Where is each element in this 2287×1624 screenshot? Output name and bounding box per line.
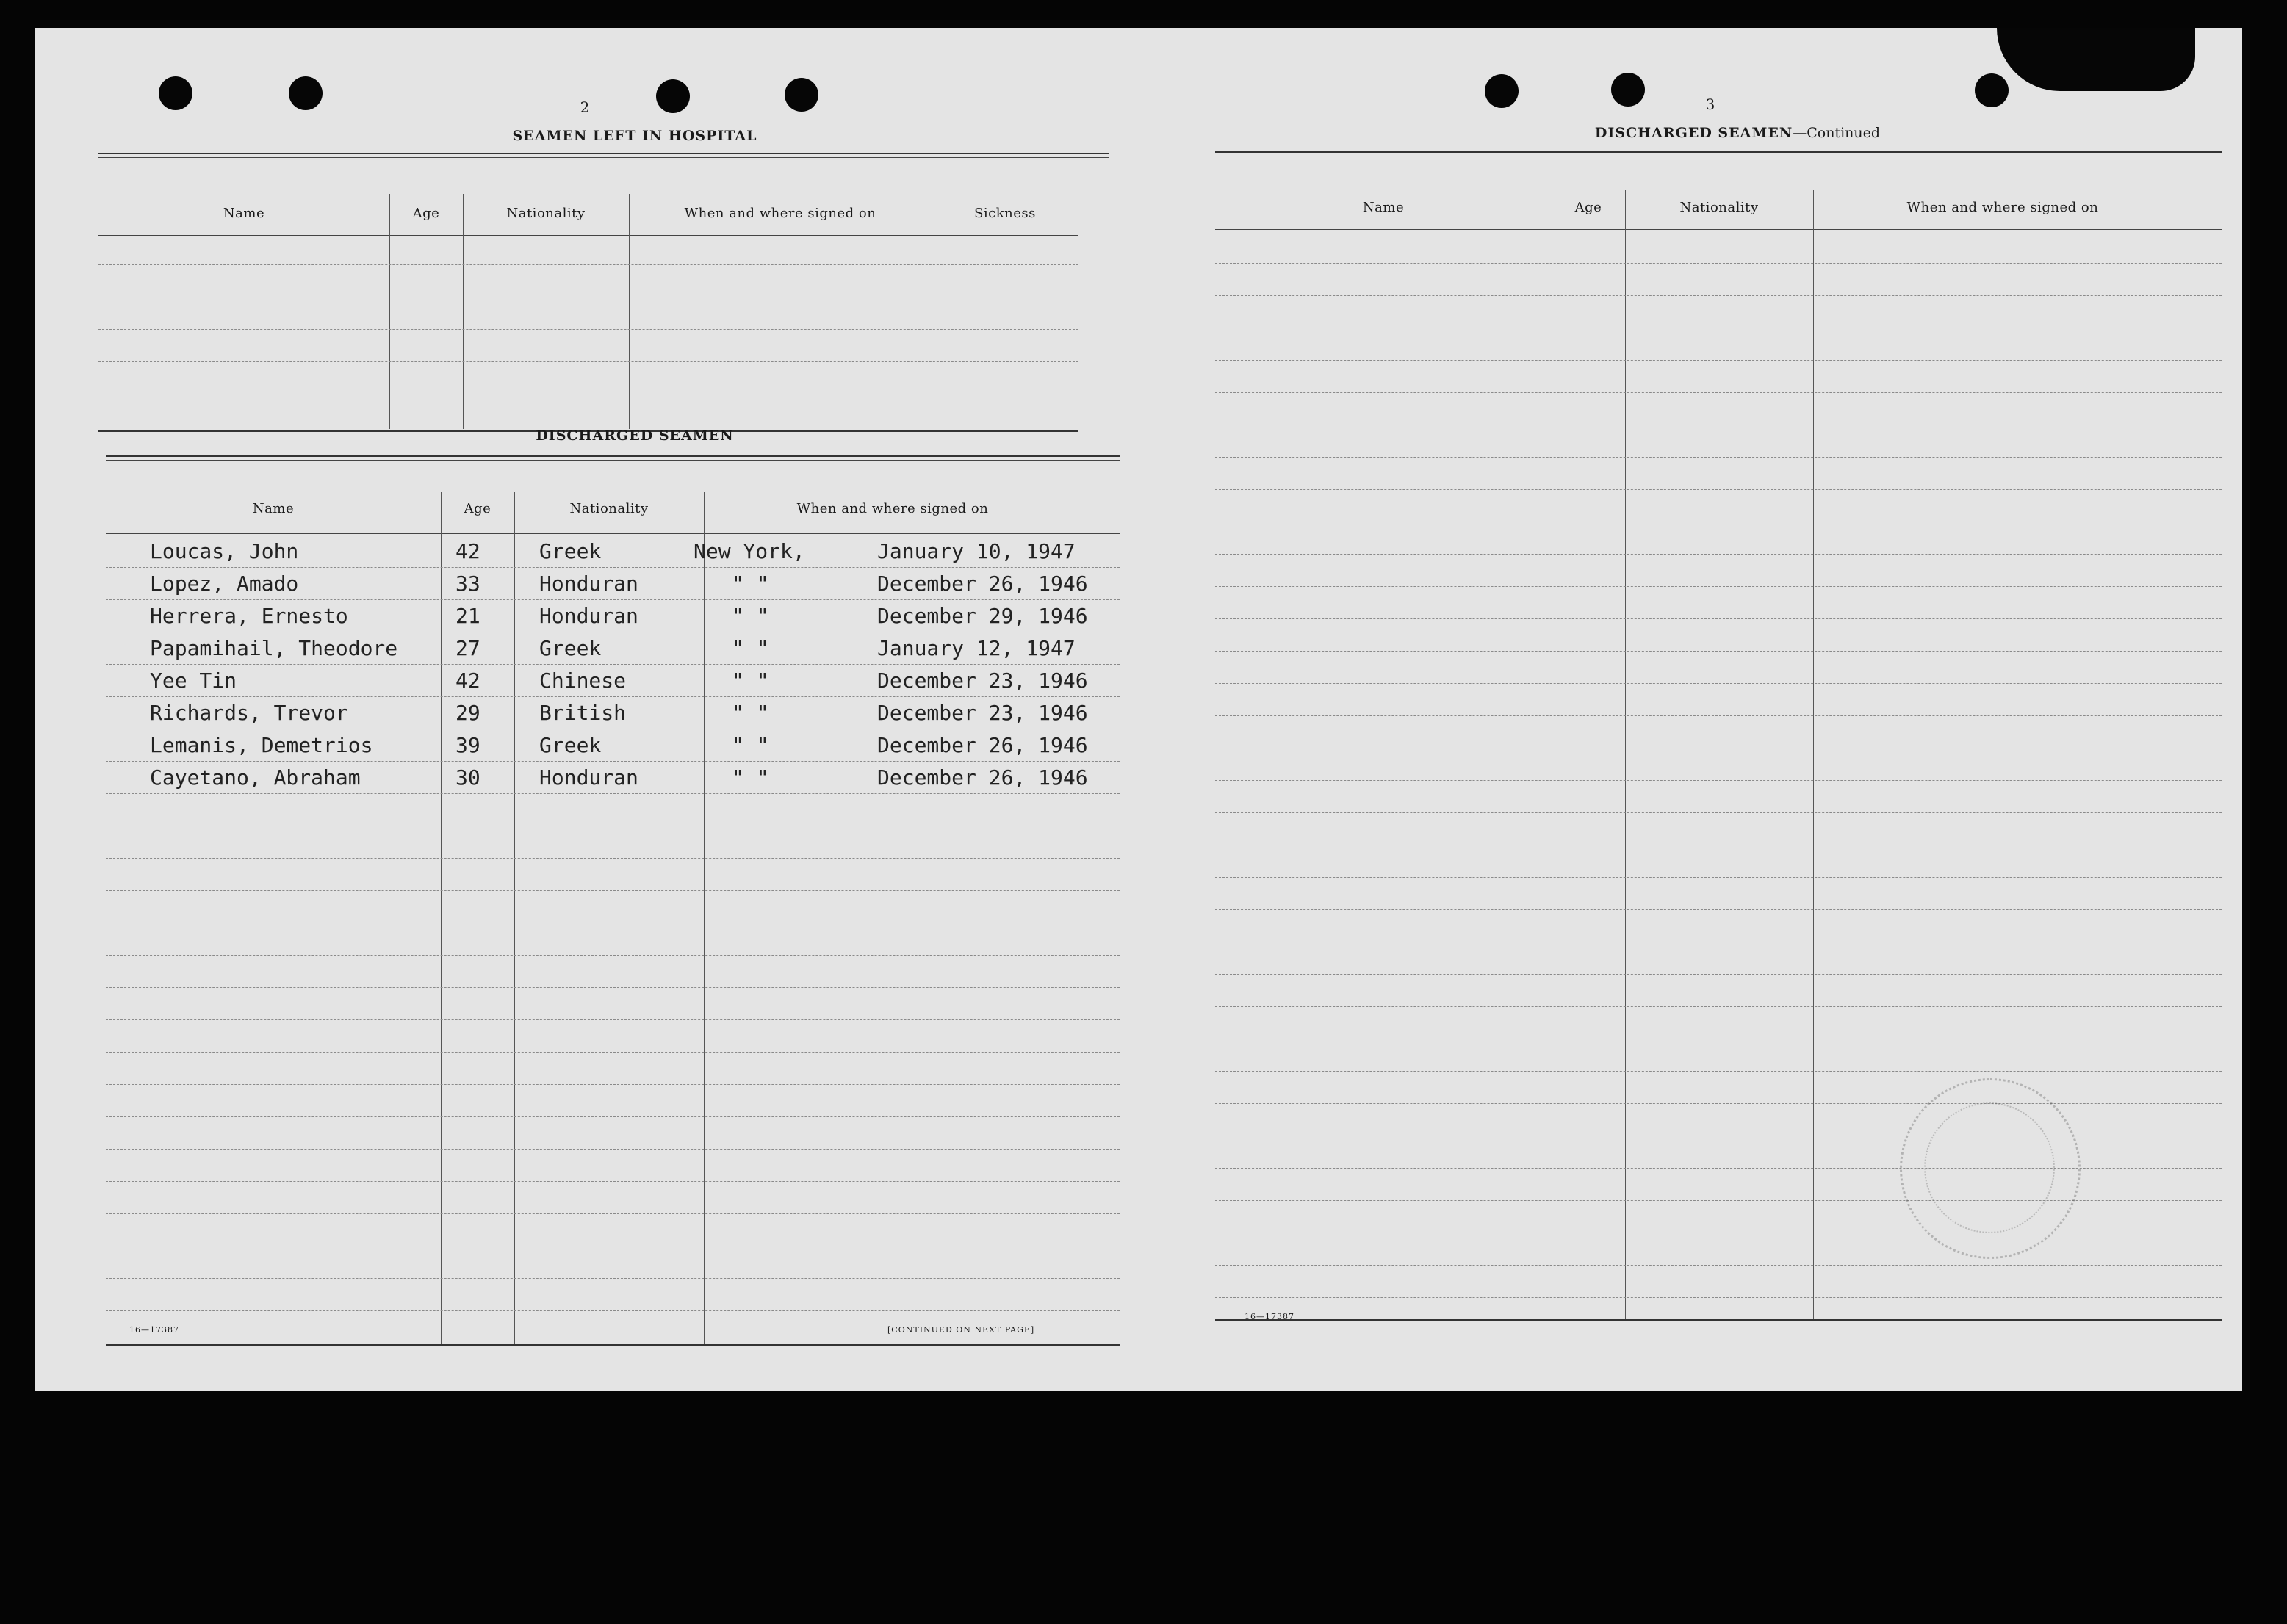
page-number: 2 xyxy=(580,98,590,116)
discharged-section-title: DISCHARGED SEAMEN xyxy=(536,427,734,444)
torn-corner xyxy=(1997,28,2195,91)
seaman-name: Richards, Trevor xyxy=(150,701,348,725)
seaman-name: Papamihail, Theodore xyxy=(150,636,398,660)
seaman-nationality: Chinese xyxy=(539,668,627,693)
discharged-table xyxy=(106,455,1120,1351)
header-age: Age xyxy=(464,501,491,516)
signed-date: December 26, 1946 xyxy=(877,733,1088,757)
signed-place: " " xyxy=(732,636,769,660)
table-row xyxy=(106,570,1120,602)
header-signed-on: When and where signed on xyxy=(684,206,876,221)
table-row xyxy=(106,732,1120,764)
signed-date: December 26, 1946 xyxy=(877,571,1088,596)
header-name: Name xyxy=(252,501,295,516)
seaman-age: 39 xyxy=(455,733,480,757)
hospital-section-title: SEAMEN LEFT IN HOSPITAL xyxy=(512,128,757,144)
seaman-age: 42 xyxy=(455,668,480,693)
signed-date: December 26, 1946 xyxy=(877,765,1088,790)
seaman-nationality: British xyxy=(539,701,627,725)
continued-note: [CONTINUED ON NEXT PAGE] xyxy=(887,1325,1035,1335)
seaman-name: Lemanis, Demetrios xyxy=(150,733,373,757)
signed-date: December 23, 1946 xyxy=(877,668,1088,693)
table-row xyxy=(106,764,1120,796)
signed-place: New York, xyxy=(694,539,805,563)
seaman-age: 21 xyxy=(455,604,480,628)
seaman-name: Herrera, Ernesto xyxy=(150,604,348,628)
table-row xyxy=(106,699,1120,732)
seaman-name: Lopez, Amado xyxy=(150,571,299,596)
seaman-name: Cayetano, Abraham xyxy=(150,765,361,790)
title-suffix: —Continued xyxy=(1793,125,1881,141)
punch-hole xyxy=(1611,73,1645,107)
seaman-nationality: Greek xyxy=(539,733,602,757)
header-signed-on: When and where signed on xyxy=(796,501,989,516)
form-number: 16—17387 xyxy=(129,1325,179,1335)
punch-hole xyxy=(656,79,690,113)
seaman-nationality: Honduran xyxy=(539,571,638,596)
signed-place: " " xyxy=(732,668,769,693)
seaman-age: 42 xyxy=(455,539,480,563)
table-row xyxy=(106,538,1120,570)
header-nationality: Nationality xyxy=(1679,200,1759,215)
header-nationality: Nationality xyxy=(506,206,586,221)
punch-hole xyxy=(1975,73,2009,107)
signed-place: " " xyxy=(732,701,769,725)
signed-place: " " xyxy=(732,765,769,790)
seaman-age: 29 xyxy=(455,701,480,725)
signed-place: " " xyxy=(732,604,769,628)
punch-hole xyxy=(1485,74,1519,108)
signed-date: December 29, 1946 xyxy=(877,604,1088,628)
title-main: DISCHARGED SEAMEN xyxy=(1594,125,1793,141)
seaman-nationality: Honduran xyxy=(539,604,638,628)
header-nationality: Nationality xyxy=(569,501,649,516)
page-number: 3 xyxy=(1705,95,1715,113)
header-sickness: Sickness xyxy=(974,206,1036,221)
header-age: Age xyxy=(412,206,440,221)
table-row xyxy=(106,635,1120,667)
seaman-age: 27 xyxy=(455,636,480,660)
signed-date: January 12, 1947 xyxy=(877,636,1076,660)
document-sheet xyxy=(35,28,2242,1391)
header-name: Name xyxy=(223,206,265,221)
seaman-age: 30 xyxy=(455,765,480,790)
signed-date: January 10, 1947 xyxy=(877,539,1076,563)
header-name: Name xyxy=(1362,200,1405,215)
seaman-age: 33 xyxy=(455,571,480,596)
seaman-nationality: Greek xyxy=(539,636,602,660)
punch-hole xyxy=(289,76,323,110)
table-row xyxy=(106,602,1120,635)
signed-place: " " xyxy=(732,571,769,596)
seaman-name: Yee Tin xyxy=(150,668,237,693)
signed-place: " " xyxy=(732,733,769,757)
table-row xyxy=(106,667,1120,699)
signed-date: December 23, 1946 xyxy=(877,701,1088,725)
form-number: 16—17387 xyxy=(1245,1312,1294,1321)
seaman-name: Loucas, John xyxy=(150,539,299,563)
punch-hole xyxy=(785,78,818,112)
faded-stamp xyxy=(1900,1078,2081,1259)
seaman-nationality: Greek xyxy=(539,539,602,563)
seaman-nationality: Honduran xyxy=(539,765,638,790)
header-age: Age xyxy=(1574,200,1602,215)
header-signed-on: When and where signed on xyxy=(1906,200,2099,215)
discharged-continued-title xyxy=(1249,125,2226,141)
punch-hole xyxy=(159,76,192,110)
hospital-table xyxy=(98,153,1109,439)
